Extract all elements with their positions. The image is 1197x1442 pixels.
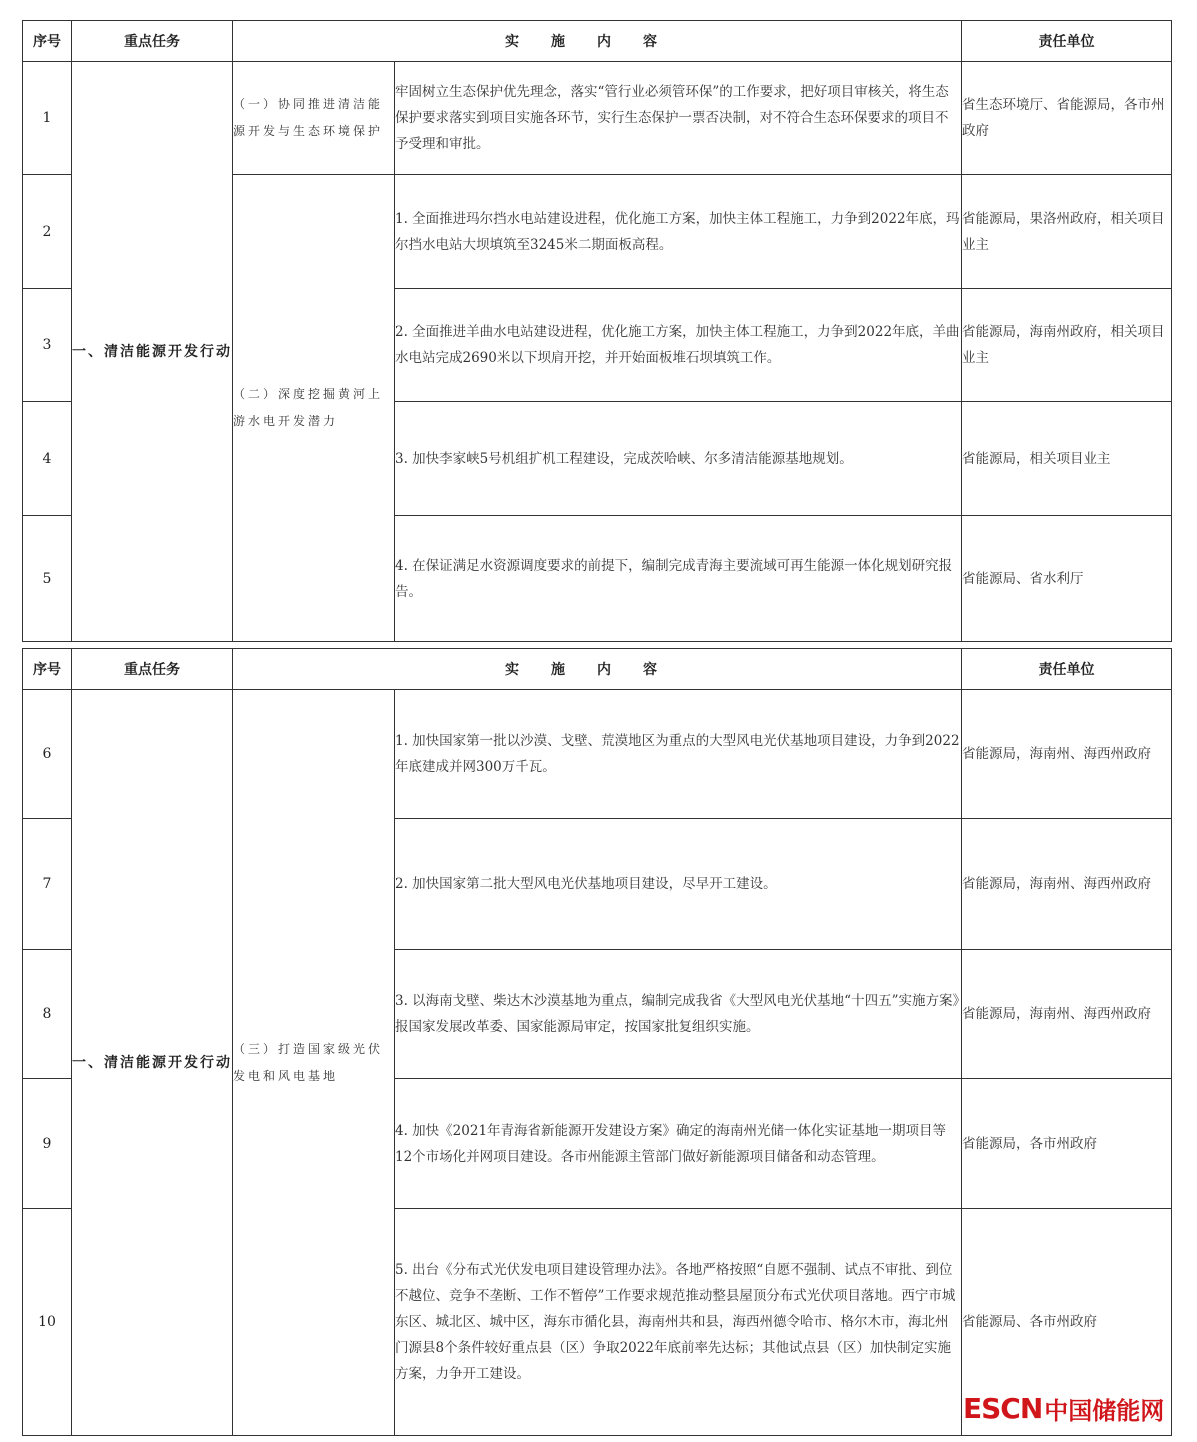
responsible-unit: 省能源局、各市州政府 — [962, 1209, 1172, 1436]
row-number: 10 — [23, 1209, 72, 1436]
header-task: 重点任务 — [72, 21, 233, 62]
implementation-content: 牢固树立生态保护优先理念，落实“管行业必须管环保”的工作要求，把好项目审核关，将生态保护要求落实到项目实施各环节，实行生态保护一票否决制，对不符合生态环保要求的项目不予受理和审批。 — [395, 62, 962, 175]
row-number: 3 — [23, 289, 72, 402]
responsible-unit: 省能源局，各市州政府 — [962, 1079, 1172, 1209]
header-unit: 责任单位 — [962, 21, 1172, 62]
row-number: 5 — [23, 516, 72, 642]
row-number: 8 — [23, 950, 72, 1079]
row-number: 4 — [23, 402, 72, 516]
implementation-content: 1. 加快国家第一批以沙漠、戈壁、荒漠地区为重点的大型风电光伏基地项目建设，力争到2022年底建成并网300万千瓦。 — [395, 690, 962, 819]
table-row — [23, 690, 1172, 819]
task-table-2 — [22, 648, 1172, 1436]
task-table-1 — [22, 20, 1172, 642]
table-header-row — [23, 21, 1172, 62]
logo-chinese: 中国储能网 — [1044, 1396, 1165, 1425]
header-seq: 序号 — [23, 649, 72, 690]
row-number: 9 — [23, 1079, 72, 1209]
implementation-content: 4. 加快《2021年青海省新能源开发建设方案》确定的海南州光储一体化实证基地一期项目等12个市场化并网项目建设。各市州能源主管部门做好新能源项目储备和动态管理。 — [395, 1079, 962, 1209]
header-seq: 序号 — [23, 21, 72, 62]
implementation-content: 3. 以海南戈壁、柴达木沙漠基地为重点，编制完成我省《大型风电光伏基地“十四五”实施方案》报国家发展改革委、国家能源局审定，按国家批复组织实施。 — [395, 950, 962, 1079]
implementation-content: 3. 加快李家峡5号机组扩机工程建设，完成茨哈峡、尔多清洁能源基地规划。 — [395, 402, 962, 516]
header-content: 实施内容 — [233, 649, 962, 690]
responsible-unit: 省能源局、省水利厅 — [962, 516, 1172, 642]
header-task: 重点任务 — [72, 649, 233, 690]
responsible-unit: 省能源局，海南州、海西州政府 — [962, 819, 1172, 950]
implementation-content: 4. 在保证满足水资源调度要求的前提下，编制完成青海主要流域可再生能源一体化规划研究报告。 — [395, 516, 962, 642]
row-number: 6 — [23, 690, 72, 819]
table-header-row — [23, 649, 1172, 690]
responsible-unit: 省能源局，果洛州政府，相关项目业主 — [962, 175, 1172, 289]
implementation-content: 2. 全面推进羊曲水电站建设进程，优化施工方案，加快主体工程施工，力争到2022年底，羊曲水电站完成2690米以下坝肩开挖，并开始面板堆石坝填筑工作。 — [395, 289, 962, 402]
sub-task: （二）深度挖掘黄河上游水电开发潜力 — [233, 175, 395, 642]
implementation-content: 5. 出台《分布式光伏发电项目建设管理办法》。各地严格按照“自愿不强制、试点不审批、到位不越位、竞争不垄断、工作不暂停”工作要求规范推动整县屋顶分布式光伏项目落地。西宁市城东区、城北区、城中区，海东市循化县，海南州共和县，海西州德令哈市、格尔木市，海北州门源县8个条件较好重点县（区）争取2022年底前率先达标；其他试点县（区）加快制定实施方案，力争开工建设。 — [395, 1209, 962, 1436]
row-number: 7 — [23, 819, 72, 950]
responsible-unit: 省能源局，海南州政府，相关项目业主 — [962, 289, 1172, 402]
responsible-unit: 省能源局，相关项目业主 — [962, 402, 1172, 516]
responsible-unit: 省能源局，海南州、海西州政府 — [962, 690, 1172, 819]
responsible-unit: 省能源局，海南州、海西州政府 — [962, 950, 1172, 1079]
sub-task: （三）打造国家级光伏发电和风电基地 — [233, 690, 395, 1436]
implementation-content: 2. 加快国家第二批大型风电光伏基地项目建设，尽早开工建设。 — [395, 819, 962, 950]
table-row — [23, 62, 1172, 175]
key-task: 一、清洁能源开发行动 — [72, 62, 233, 642]
escn-watermark-logo — [963, 1388, 1164, 1428]
implementation-content: 1. 全面推进玛尔挡水电站建设进程，优化施工方案，加快主体工程施工，力争到2022年底，玛尔挡水电站大坝填筑至3245米二期面板高程。 — [395, 175, 962, 289]
header-unit: 责任单位 — [962, 649, 1172, 690]
logo-latin: ESCN — [963, 1391, 1043, 1425]
key-task: 一、清洁能源开发行动 — [72, 690, 233, 1436]
header-content: 实施内容 — [233, 21, 962, 62]
row-number: 2 — [23, 175, 72, 289]
sub-task: （一）协同推进清洁能源开发与生态环境保护 — [233, 62, 395, 175]
responsible-unit: 省生态环境厅、省能源局，各市州政府 — [962, 62, 1172, 175]
row-number: 1 — [23, 62, 72, 175]
